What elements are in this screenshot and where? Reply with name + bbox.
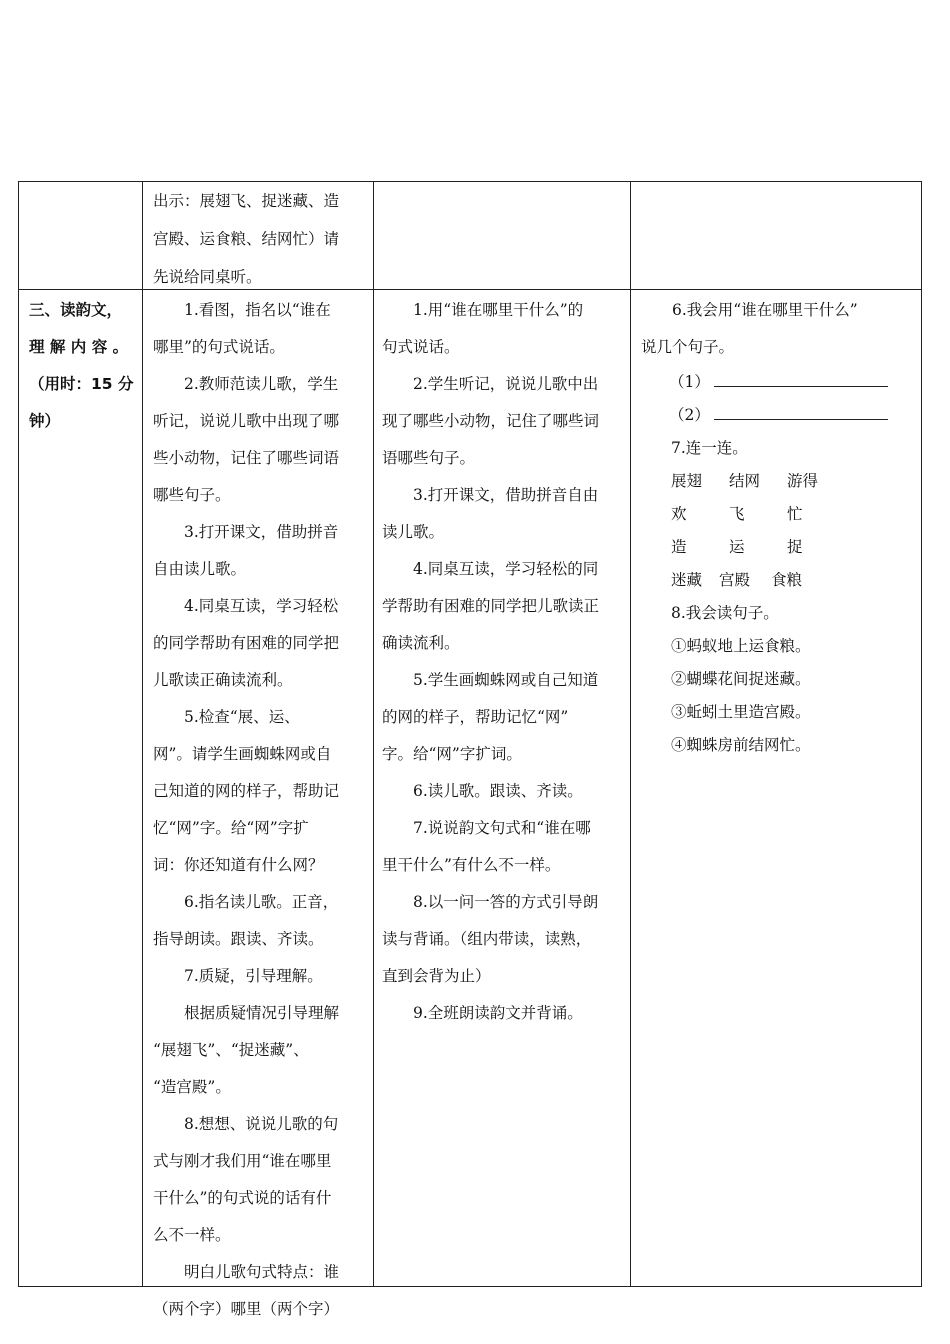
text-line: 的网的样子，帮助记忆“网”: [382, 708, 569, 726]
text-line: 学帮助有困难的同学把儿歌读正: [382, 597, 600, 615]
phase-cell: [19, 292, 142, 440]
read-sentence: ③蚯蚓土里造宫殿。: [671, 703, 811, 721]
text-line: 5.学生画蜘蛛网或自己知道: [413, 671, 599, 689]
text-line: 4.同桌互读，学习轻松: [184, 597, 339, 615]
match-word: 飞: [729, 505, 745, 523]
text-line: 词：你还知道有什么网？: [153, 856, 324, 874]
match-word: 捉: [787, 538, 803, 556]
text-line: 出示：展翅飞、捉迷藏、造: [153, 192, 340, 210]
exercise-cell: [631, 292, 921, 762]
text-line: 读与背诵。（组内带读，读熟，: [382, 930, 592, 948]
text-line: 1.用“谁在哪里干什么”的: [413, 301, 584, 319]
match-row: [671, 465, 915, 498]
text-line: 8.以一问一答的方式引导朗: [413, 893, 599, 911]
read-sentence: ②蝴蝶花间捉迷藏。: [671, 670, 811, 688]
text-line: 忆“网”字。给“网”字扩: [153, 819, 309, 837]
text-line: 儿歌读正确读流利。: [153, 671, 293, 689]
read-sentence: ①蚂蚁地上运食粮。: [671, 637, 811, 655]
text-line: 现了哪些小动物，记住了哪些词: [382, 412, 600, 430]
text-line: 读儿歌。: [382, 523, 445, 541]
text-line: 宫殿、运食粮、结网忙）请: [153, 230, 340, 248]
match-word: 展翅: [671, 472, 703, 490]
text-line: 己知道的网的样子，帮助记: [153, 782, 340, 800]
answer-line-2[interactable]: [669, 399, 915, 432]
student-activity-cell: [374, 292, 630, 1032]
match-word: 食粮: [771, 571, 803, 589]
text-line: 6.读儿歌。跟读、齐读。: [413, 782, 583, 800]
text-line: 8.想想、说说儿歌的句: [184, 1115, 339, 1133]
text-line: 哪里”的句式说话。: [153, 338, 285, 356]
answer-label: （2）: [669, 406, 710, 424]
text-line: 3.打开课文，借助拼音: [184, 523, 339, 541]
text-line: 自由读儿歌。: [153, 560, 247, 578]
text-line: 7.说说韵文句式和“谁在哪: [413, 819, 591, 837]
text-line: 4.同桌互读，学习轻松的同: [413, 560, 599, 578]
text-line: 6.指名读儿歌。正音，: [184, 893, 339, 911]
match-word: 欢: [671, 505, 687, 523]
text-line: 语哪些句子。: [382, 449, 476, 467]
text-line: 句式说话。: [382, 338, 460, 356]
match-row: [671, 564, 915, 597]
top-row-teacher-cell: [143, 182, 373, 296]
text-line: 里干什么”有什么不一样。: [382, 856, 561, 874]
exercise-q6: 说几个句子。: [641, 338, 735, 356]
teacher-activity-cell: [143, 292, 373, 1328]
text-line: 2.学生听记，说说儿歌中出: [413, 375, 599, 393]
text-line: 直到会背为止）: [382, 967, 491, 985]
text-line: “展翅飞”、“捉迷藏”、: [153, 1041, 309, 1059]
phase-title: 理 解 内 容 。: [29, 338, 129, 356]
match-word: 迷藏: [671, 571, 703, 589]
exercise-q7: 7.连一连。: [671, 439, 748, 457]
text-line: 先说给同桌听。: [153, 268, 262, 286]
phase-time: 钟）: [29, 412, 61, 430]
text-line: 2.教师范读儿歌，学生: [184, 375, 339, 393]
text-line: 干什么”的句式说的话有什: [153, 1189, 332, 1207]
match-word: 宫殿: [719, 571, 751, 589]
answer-line-1[interactable]: [669, 366, 915, 399]
text-line: 网”。请学生画蜘蛛网或自: [153, 745, 332, 763]
match-word: 造: [671, 538, 687, 556]
read-sentence: ④蜘蛛房前结网忙。: [671, 736, 811, 754]
answer-label: （1）: [669, 373, 710, 391]
text-line: 确读流利。: [382, 634, 460, 652]
match-word: 结网: [729, 472, 761, 490]
text-line: 根据质疑情况引导理解: [184, 1004, 340, 1022]
text-line: 式与刚才我们用“谁在哪里: [153, 1152, 332, 1170]
text-line: “造宫殿”。: [153, 1078, 231, 1096]
text-line: 么不一样。: [153, 1226, 231, 1244]
text-line: 指导朗读。跟读、齐读。: [153, 930, 324, 948]
phase-title: 三、读韵文，: [29, 301, 123, 319]
blank-underline: [714, 370, 888, 387]
blank-underline: [714, 403, 888, 420]
text-line: （两个字）哪里（两个字）: [153, 1300, 340, 1318]
lesson-table: [18, 181, 922, 1318]
match-word: 忙: [787, 505, 803, 523]
text-line: 听记，说说儿歌中出现了哪: [153, 412, 340, 430]
text-line: 字。给“网”字扩词。: [382, 745, 522, 763]
exercise-q8: 8.我会读句子。: [671, 604, 779, 622]
match-row: [671, 531, 915, 564]
phase-time: （用时：15 分: [29, 375, 134, 393]
text-line: 哪些句子。: [153, 486, 231, 504]
text-line: 7.质疑，引导理解。: [184, 967, 323, 985]
text-line: 的同学帮助有困难的同学把: [153, 634, 340, 652]
match-word: 游得: [787, 472, 819, 490]
text-line: 3.打开课文，借助拼音自由: [413, 486, 599, 504]
text-line: 1.看图，指名以“谁在: [184, 301, 331, 319]
match-word: 运: [729, 538, 745, 556]
text-line: 明白儿歌句式特点：谁: [184, 1263, 340, 1281]
text-line: 些小动物，记住了哪些词语: [153, 449, 340, 467]
exercise-q6: 6.我会用“谁在哪里干什么”: [672, 301, 858, 319]
match-row: [671, 498, 915, 531]
text-line: 9.全班朗读韵文并背诵。: [413, 1004, 583, 1022]
text-line: 5.检查“展、运、: [184, 708, 300, 726]
